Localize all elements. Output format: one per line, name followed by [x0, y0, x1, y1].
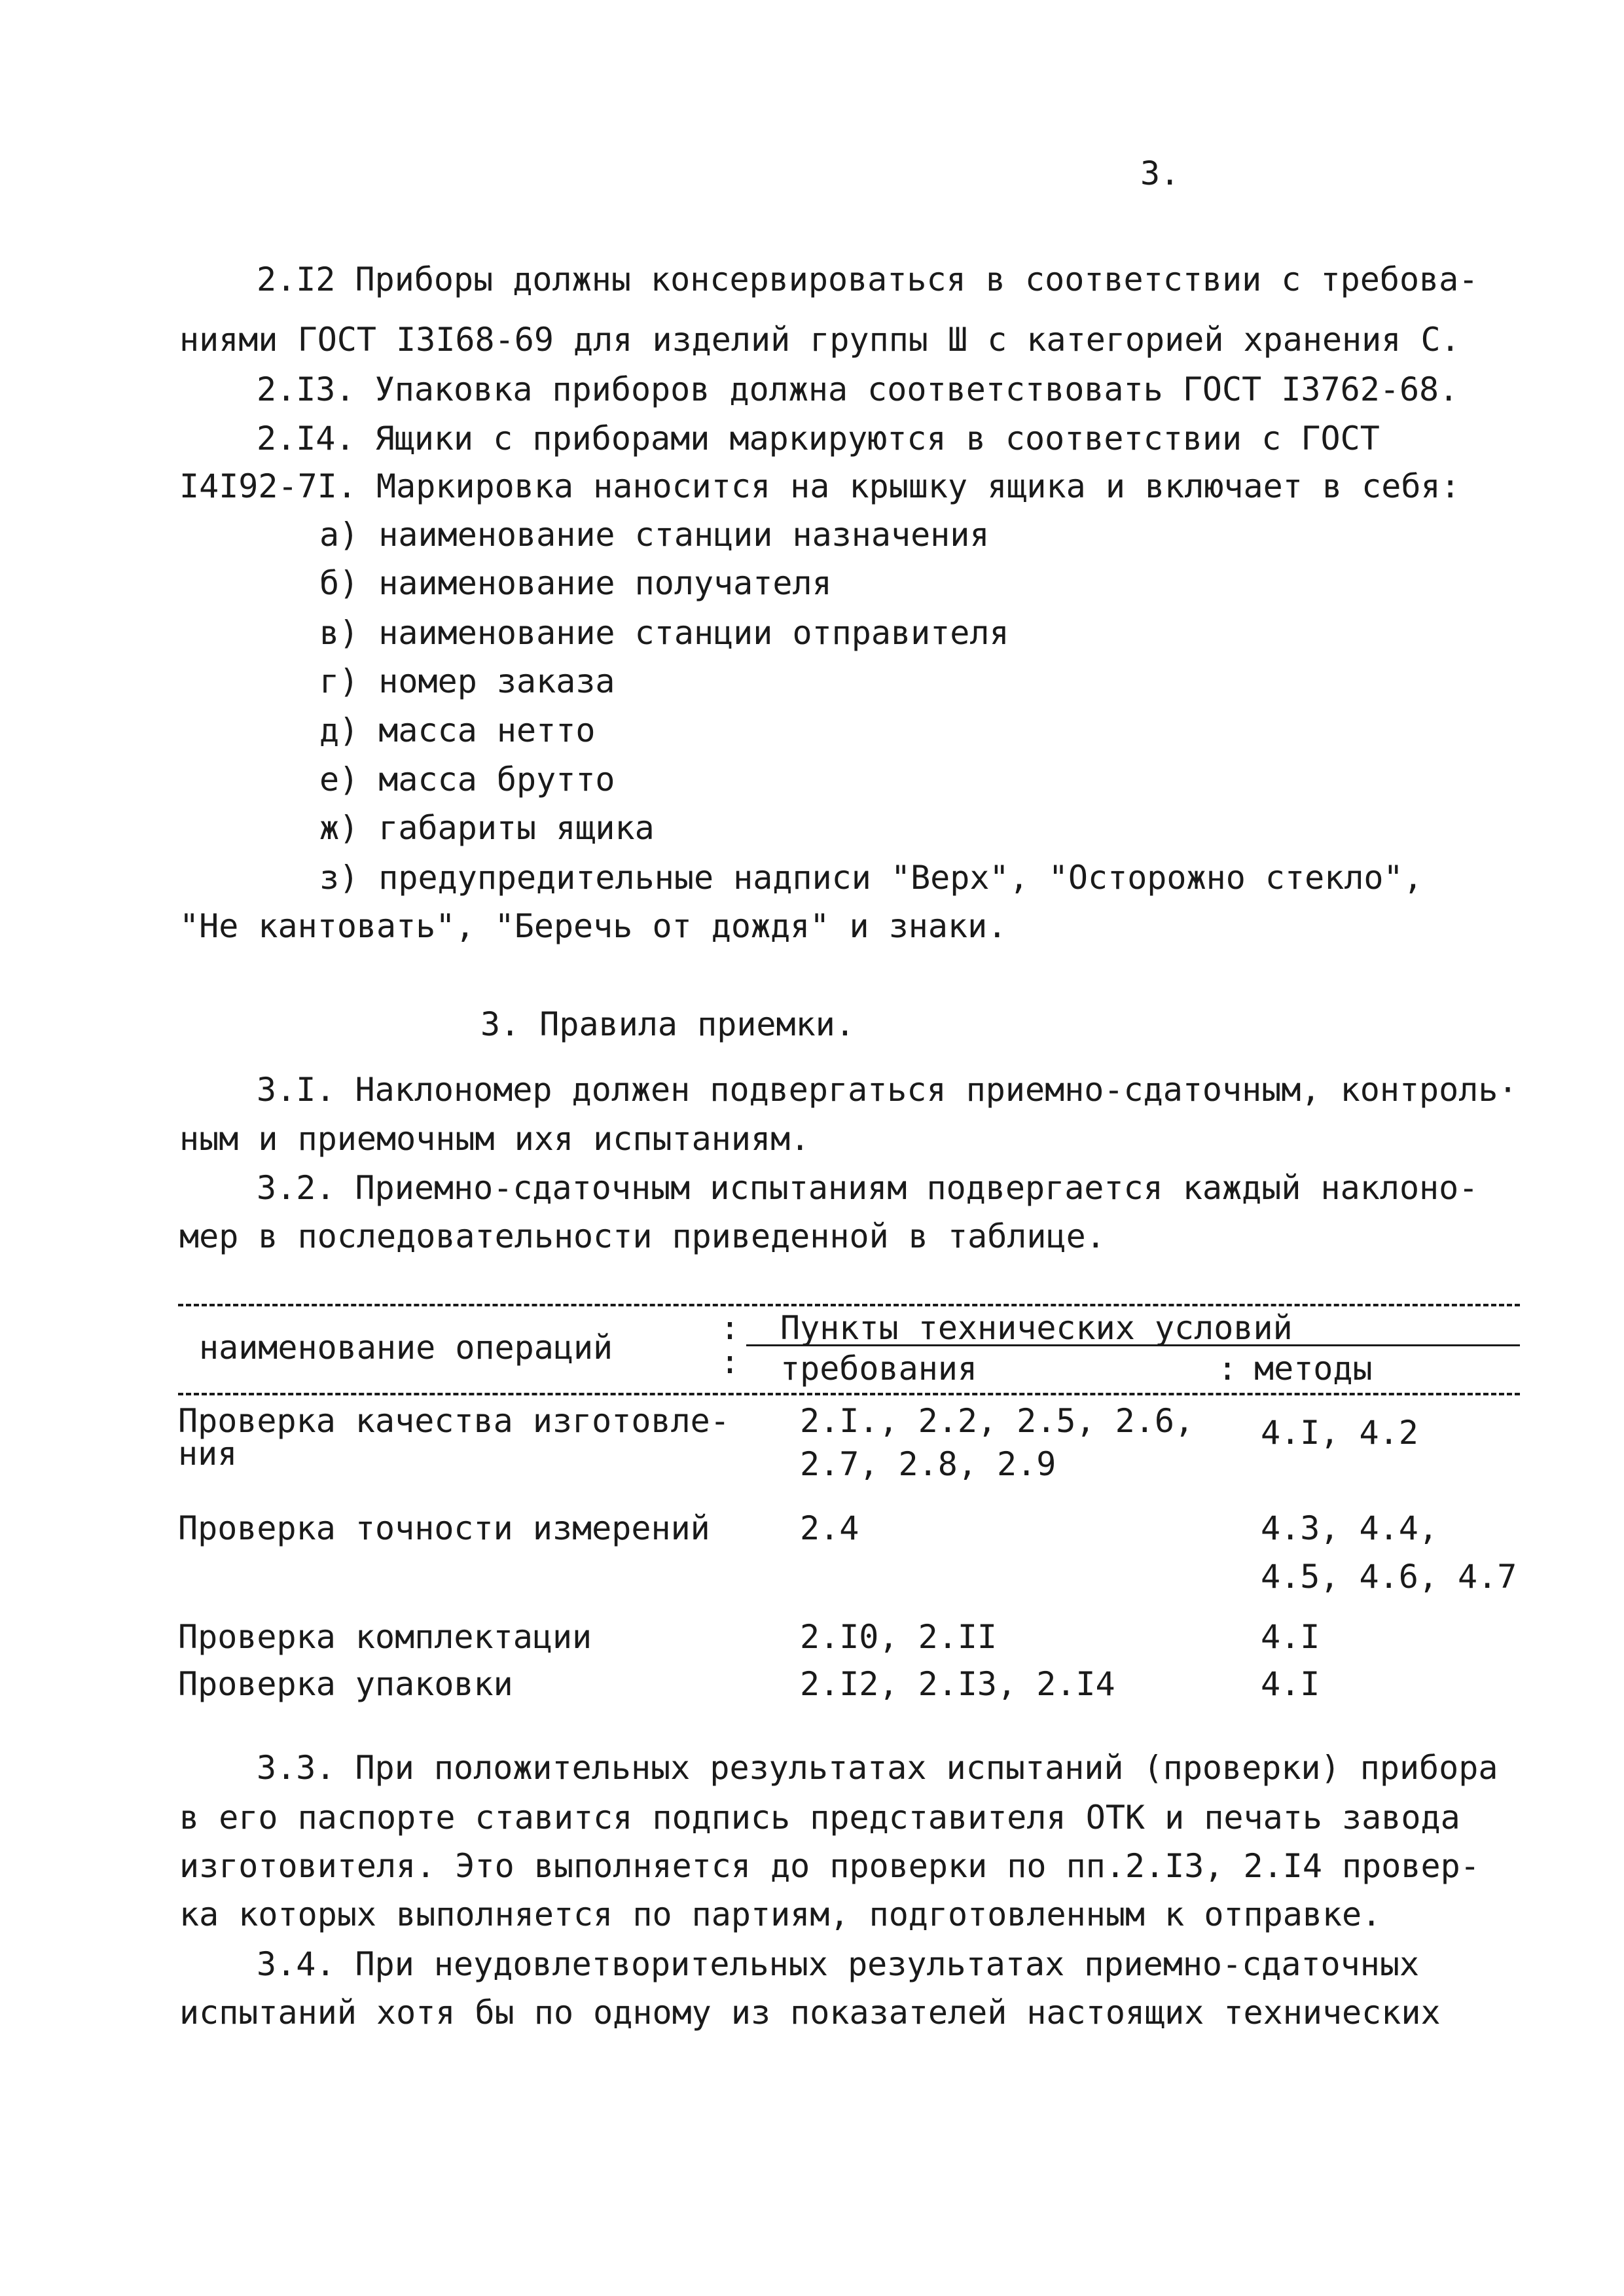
table-cell-methods: 4.I, 4.2 — [1261, 1414, 1418, 1452]
section-3-heading: 3. Правила приемки. — [480, 1005, 855, 1043]
table-cell-methods: 4.I — [1261, 1665, 1320, 1703]
marking-item-b: б) наименование получателя — [319, 564, 832, 602]
table-header-separator: : — [720, 1343, 740, 1381]
marking-item-d: д) масса нетто — [319, 711, 596, 749]
table-header-group-rule — [746, 1344, 1520, 1346]
table-cell-operation: Проверка точности измерений — [178, 1509, 710, 1547]
table-header-separator: : — [1218, 1350, 1238, 1388]
table-cell-requirements: 2.I0, 2.II — [800, 1618, 998, 1656]
paragraph-2-14-line-1: 2.I4. Ящики с приборами маркируются в соответствии с ГОСТ — [257, 420, 1380, 457]
table-cell-requirements: 2.4 — [800, 1509, 859, 1547]
table-cell-operation: ния — [178, 1435, 238, 1473]
table-header-operation: наименование операций — [199, 1329, 613, 1367]
paragraph-3-1-line-1: 3.I. Наклономер должен подвергаться приемно-сдаточным, контроль· — [257, 1071, 1518, 1109]
paragraph-3-2-line-2: мер в последовательности приведенной в таблице. — [179, 1217, 1106, 1255]
table-header-separator: : — [720, 1309, 740, 1347]
table-cell-operation: Проверка упаковки — [178, 1665, 513, 1703]
paragraph-3-3-line-4: ка которых выполняется по партиям, подготовленным к отправке. — [179, 1895, 1382, 1933]
table-header-group: Пункты технических условий — [780, 1309, 1293, 1347]
marking-item-e: е) масса брутто — [319, 761, 615, 798]
paragraph-3-2-line-1: 3.2. Приемно-сдаточным испытаниям подвергается каждый наклоно- — [257, 1169, 1479, 1207]
paragraph-2-14-line-2: I4I92-7I. Маркировка наносится на крышку ящика и включает в себя: — [179, 467, 1460, 505]
table-header-methods: методы — [1254, 1350, 1373, 1388]
table-cell-methods: 4.3, 4.4, — [1261, 1509, 1438, 1547]
marking-item-a: а) наименование станции назначения — [319, 516, 990, 554]
table-cell-requirements: 2.I2, 2.I3, 2.I4 — [800, 1665, 1115, 1703]
table-cell-requirements: 2.I., 2.2, 2.5, 2.6, — [800, 1402, 1195, 1440]
marking-item-v: в) наименование станции отправителя — [319, 614, 1009, 652]
table-header-rule — [178, 1393, 1520, 1395]
page-number: 3. — [1140, 154, 1180, 192]
paragraph-2-12-line-1: 2.I2 Приборы должны консервироваться в соответствии с требова- — [257, 260, 1479, 298]
paragraph-3-3-line-1: 3.3. При положительных результатах испытаний (проверки) прибора — [257, 1749, 1498, 1787]
paragraph-3-4-line-2: испытаний хотя бы по одному из показателей настоящих технических — [179, 1994, 1441, 2032]
marking-item-z-continued: "Не кантовать", "Беречь от дождя" и знаки. — [179, 907, 1007, 945]
paragraph-2-12-line-2: ниями ГОСТ I3I68-69 для изделий группы Ш с категорией хранения С. — [179, 321, 1460, 359]
marking-item-g: г) номер заказа — [319, 662, 615, 700]
paragraph-3-1-line-2: ным и приемочным ихя испытаниям. — [179, 1120, 810, 1158]
table-cell-operation: Проверка комплектации — [178, 1618, 592, 1656]
paragraph-2-13: 2.I3. Упаковка приборов должна соответствовать ГОСТ I3762-68. — [257, 370, 1459, 408]
table-cell-requirements: 2.7, 2.8, 2.9 — [800, 1445, 1056, 1483]
table-top-rule — [178, 1304, 1520, 1306]
table-header-requirements: требования — [780, 1350, 978, 1388]
marking-item-z: з) предупредительные надписи "Верх", "Осторожно стекло", — [319, 859, 1423, 897]
table-cell-operation: Проверка качества изготовле- — [178, 1402, 730, 1440]
paragraph-3-4-line-1: 3.4. При неудовлетворительных результатах приемно-сдаточных — [257, 1945, 1420, 1983]
paragraph-3-3-line-3: изготовителя. Это выполняется до проверки по пп.2.I3, 2.I4 провер- — [179, 1847, 1480, 1885]
table-cell-methods: 4.I — [1261, 1618, 1320, 1656]
table-cell-methods: 4.5, 4.6, 4.7 — [1261, 1558, 1517, 1596]
paragraph-3-3-line-2: в его паспорте ставится подпись представителя ОТК и печать завода — [179, 1799, 1460, 1837]
marking-item-zh: ж) габариты ящика — [319, 809, 655, 847]
